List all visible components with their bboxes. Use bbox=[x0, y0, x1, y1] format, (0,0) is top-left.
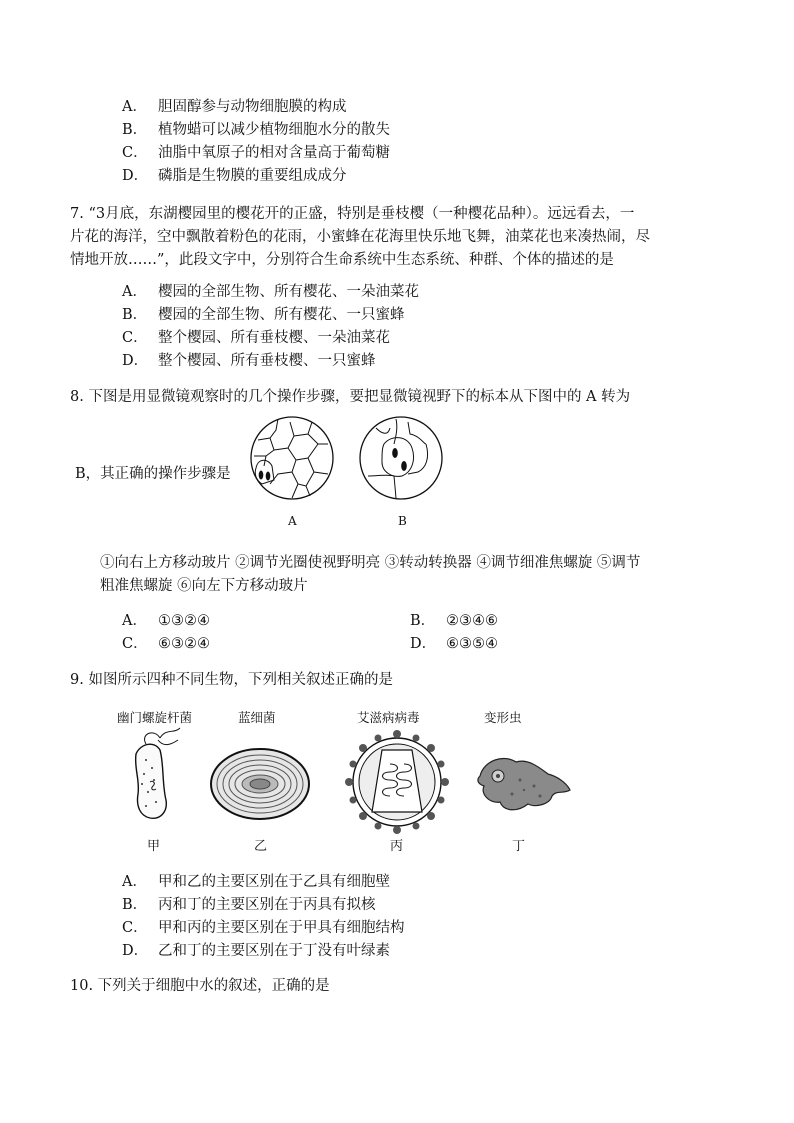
amoeba-drawing bbox=[478, 758, 570, 809]
option-text: 磷脂是生物膜的重要组成成分 bbox=[158, 168, 347, 184]
helicobacter-drawing bbox=[136, 728, 180, 818]
figure-label-a: A bbox=[288, 514, 297, 528]
option-text: 甲和乙的主要区别在于乙具有细胞壁 bbox=[158, 874, 390, 890]
option-text: 胆固醇参与动物细胞膜的构成 bbox=[158, 99, 347, 115]
q7-option-c bbox=[122, 328, 390, 348]
option-label: A． bbox=[122, 874, 147, 890]
organism-name-yi: 蓝细菌 bbox=[238, 710, 276, 725]
option-label: A． bbox=[122, 99, 147, 115]
q8-option-d bbox=[410, 634, 498, 654]
q8-option-b bbox=[410, 611, 498, 631]
q9-option-d bbox=[122, 941, 390, 961]
q7-stem-line: 片花的海洋，空中飘散着粉色的花雨，小蜜蜂在花海里快乐地飞舞，油菜花也来凑热闹，尽 bbox=[70, 229, 650, 245]
option-text: 植物蜡可以减少植物细胞水分的散失 bbox=[158, 122, 390, 138]
q6-option-b bbox=[122, 120, 390, 140]
organism-name-bing: 艾滋病病毒 bbox=[357, 710, 420, 725]
option-label: A． bbox=[122, 284, 147, 300]
cyanobacteria-drawing bbox=[211, 749, 309, 819]
q7-option-d bbox=[122, 351, 376, 371]
option-text: ②③④⑥ bbox=[446, 613, 498, 629]
option-label: C． bbox=[122, 330, 148, 346]
option-text: 樱园的全部生物、所有樱花、一只蜜蜂 bbox=[158, 307, 405, 323]
q6-option-a bbox=[122, 97, 347, 117]
option-label: C． bbox=[122, 636, 148, 652]
option-label: D． bbox=[122, 168, 149, 184]
q7-stem-line: 情地开放……”，此段文字中，分别符合生命系统中生态系统、种群、个体的描述的是 bbox=[70, 252, 614, 268]
organism-tag-ding: 丁 bbox=[512, 839, 526, 854]
organism-tag-jia: 甲 bbox=[147, 839, 161, 854]
option-label: B． bbox=[410, 613, 436, 629]
option-text: ⑥③⑤④ bbox=[446, 636, 498, 652]
q8-option-c bbox=[122, 634, 210, 654]
view-b bbox=[360, 417, 442, 499]
organism-tag-yi: 乙 bbox=[254, 839, 268, 854]
option-label: B． bbox=[122, 307, 148, 323]
option-text: 丙和丁的主要区别在于丙具有拟核 bbox=[158, 897, 376, 913]
organism-figure bbox=[120, 724, 580, 834]
option-label: A． bbox=[122, 613, 147, 629]
q6-option-d bbox=[122, 166, 347, 186]
q8-stem-line: B，其正确的操作步骤是 bbox=[75, 466, 231, 482]
q7-option-b bbox=[122, 305, 405, 325]
figure-label-b: B bbox=[398, 514, 407, 528]
q6-option-c bbox=[122, 143, 390, 163]
option-label: C． bbox=[122, 920, 148, 936]
q7-option-a bbox=[122, 282, 419, 302]
q7-stem-line: 7. “3月底，东湖樱园里的樱花开的正盛，特别是垂枝樱（一种樱花品种）。远远看去，一 bbox=[70, 206, 635, 222]
q9-option-b bbox=[122, 895, 376, 915]
q8-steps-line: 粗准焦螺旋 ⑥向左下方移动玻片 bbox=[100, 578, 308, 594]
option-label: B． bbox=[122, 122, 148, 138]
option-text: 乙和丁的主要区别在于丁没有叶绿素 bbox=[158, 943, 390, 959]
organism-tag-bing: 丙 bbox=[390, 839, 404, 854]
q10-stem: 10. 下列关于细胞中水的叙述，正确的是 bbox=[70, 978, 330, 994]
q8-stem-line: 8. 下图是用显微镜观察时的几个操作步骤，要把显微镜视野下的标本从下图中的 A 转为 bbox=[70, 389, 631, 405]
option-text: ⑥③②④ bbox=[158, 636, 210, 652]
option-text: 甲和丙的主要区别在于甲具有细胞结构 bbox=[158, 920, 405, 936]
option-label: D． bbox=[122, 943, 149, 959]
option-label: B． bbox=[122, 897, 148, 913]
hiv-drawing bbox=[345, 730, 449, 834]
option-label: D． bbox=[410, 636, 437, 652]
option-text: 整个樱园、所有垂枝樱、一只蜜蜂 bbox=[158, 353, 376, 369]
view-a bbox=[251, 417, 333, 499]
option-label: C． bbox=[122, 145, 148, 161]
option-text: ①③②④ bbox=[158, 613, 210, 629]
microscope-figure bbox=[248, 414, 448, 532]
q9-option-a bbox=[122, 872, 390, 892]
option-text: 整个樱园、所有垂枝樱、一朵油菜花 bbox=[158, 330, 390, 346]
q8-steps-line: ①向右上方移动玻片 ②调节光圈使视野明亮 ③转动转换器 ④调节细准焦螺旋 ⑤调节 bbox=[100, 555, 641, 571]
option-text: 油脂中氧原子的相对含量高于葡萄糖 bbox=[158, 145, 390, 161]
organism-name-jia: 幽门螺旋杆菌 bbox=[117, 710, 193, 725]
option-text: 樱园的全部生物、所有樱花、一朵油菜花 bbox=[158, 284, 419, 300]
q9-stem: 9. 如图所示四种不同生物，下列相关叙述正确的是 bbox=[70, 672, 393, 688]
q8-option-a bbox=[122, 611, 210, 631]
organism-name-ding: 变形虫 bbox=[484, 710, 522, 725]
q9-option-c bbox=[122, 918, 405, 938]
option-label: D． bbox=[122, 353, 149, 369]
